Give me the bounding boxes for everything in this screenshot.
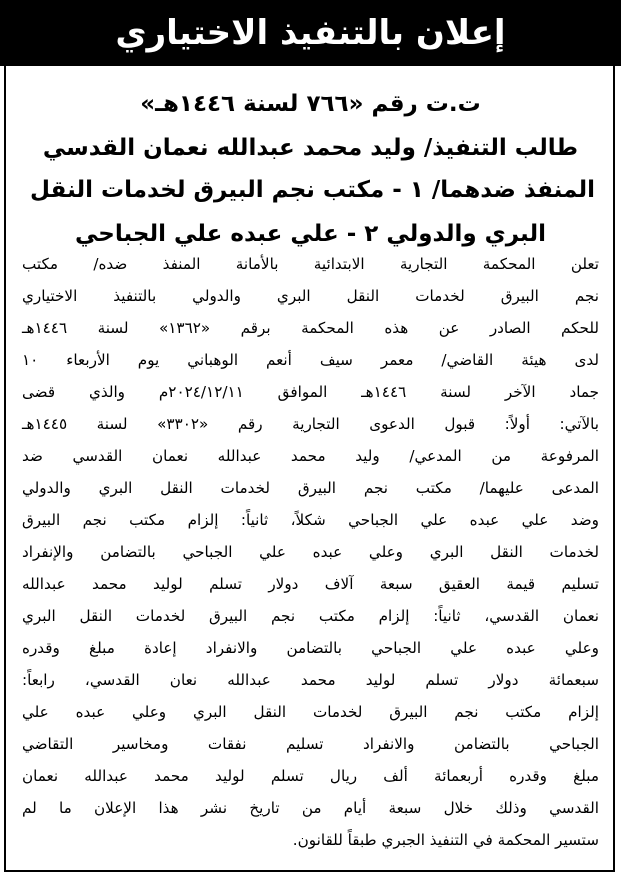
- body-line: المدعى عليهما/ مكتب نجم البيرق لخدمات النقل البري والدولي: [22, 479, 599, 497]
- title-banner: [0, 0, 621, 66]
- body-line: إلزام مكتب نجم البيرق لخدمات النقل البري وعلي عبده علي: [22, 703, 599, 721]
- body-line: نعمان القدسي، ثانياً: إلزام مكتب نجم البيرق لخدمات النقل البري: [22, 607, 599, 625]
- body-line: تعلن المحكمة التجارية الابتدائية بالأمانة المنفذ ضده/ مكتب: [22, 255, 599, 273]
- case-number: ت.ت رقم «٧٦٦ لسنة ١٤٤٦هـ»: [140, 91, 481, 117]
- body-line: سبعمائة دولار تسلم لوليد محمد عبدالله نعان القدسي، رابعاً:: [22, 671, 599, 689]
- body-line: نجم البيرق لخدمات النقل البري والدولي بالتنفيذ الاختياري: [22, 287, 599, 305]
- body-line: القدسي وذلك خلال سبعة أيام من تاريخ نشر هذا الإعلان ما لم: [22, 799, 599, 817]
- body-line: وضد علي عبده علي الجباحي شكلاً، ثانياً: إلزام مكتب نجم البيرق: [22, 511, 599, 529]
- body-line-last: ستسير المحكمة في التنفيذ الجبري طبقاً للقانون.: [292, 831, 599, 849]
- notice-title: إعلان بالتنفيذ الاختياري: [115, 13, 506, 53]
- body-line: لخدمات النقل البري وعلي عبده علي الجباحي بالتضامن والإنفراد: [22, 543, 599, 561]
- body-line: جماد الآخر لسنة ١٤٤٦هـ الموافق ٢٠٢٤/١٢/١١م والذي قضى: [22, 383, 599, 401]
- body-line: لدى هيئة القاضي/ معمر سيف أنعم الوهباني يوم الأربعاء ١٠: [22, 351, 599, 369]
- body-line: المرفوعة من المدعي/ وليد محمد عبدالله نعمان القدسي ضد: [22, 447, 599, 465]
- respondent-line-2: البري والدولي ٢ - علي عبده علي الجباحي: [75, 221, 546, 247]
- body-line: وعلي عبده علي الجباحي بالتضامن والانفراد إعادة مبلغ وقدره: [22, 639, 599, 657]
- body-line: مبلغ وقدره أربعمائة ألف ريال تسلم لوليد محمد عبدالله نعمان: [22, 767, 599, 785]
- body-line: بالآتي: أولاً: قبول الدعوى التجارية رقم «٣٣٠٢» لسنة ١٤٤٥هـ: [22, 415, 599, 433]
- body-line: للحكم الصادر عن هذه المحكمة برقم «١٣٦٢» لسنة ١٤٤٦هـ: [22, 319, 599, 337]
- body-line: الجباحي بالتضامن والانفراد تسليم نفقات ومخاسير التقاضي: [22, 735, 599, 753]
- applicant-line: طالب التنفيذ/ وليد محمد عبدالله نعمان القدسي: [42, 135, 579, 161]
- body-line: تسليم قيمة العقيق سبعة آلاف دولار تسلم لوليد محمد عبدالله: [22, 575, 599, 593]
- respondent-line-1: المنفذ ضدهما/ ١ - مكتب نجم البيرق لخدمات النقل: [30, 177, 595, 203]
